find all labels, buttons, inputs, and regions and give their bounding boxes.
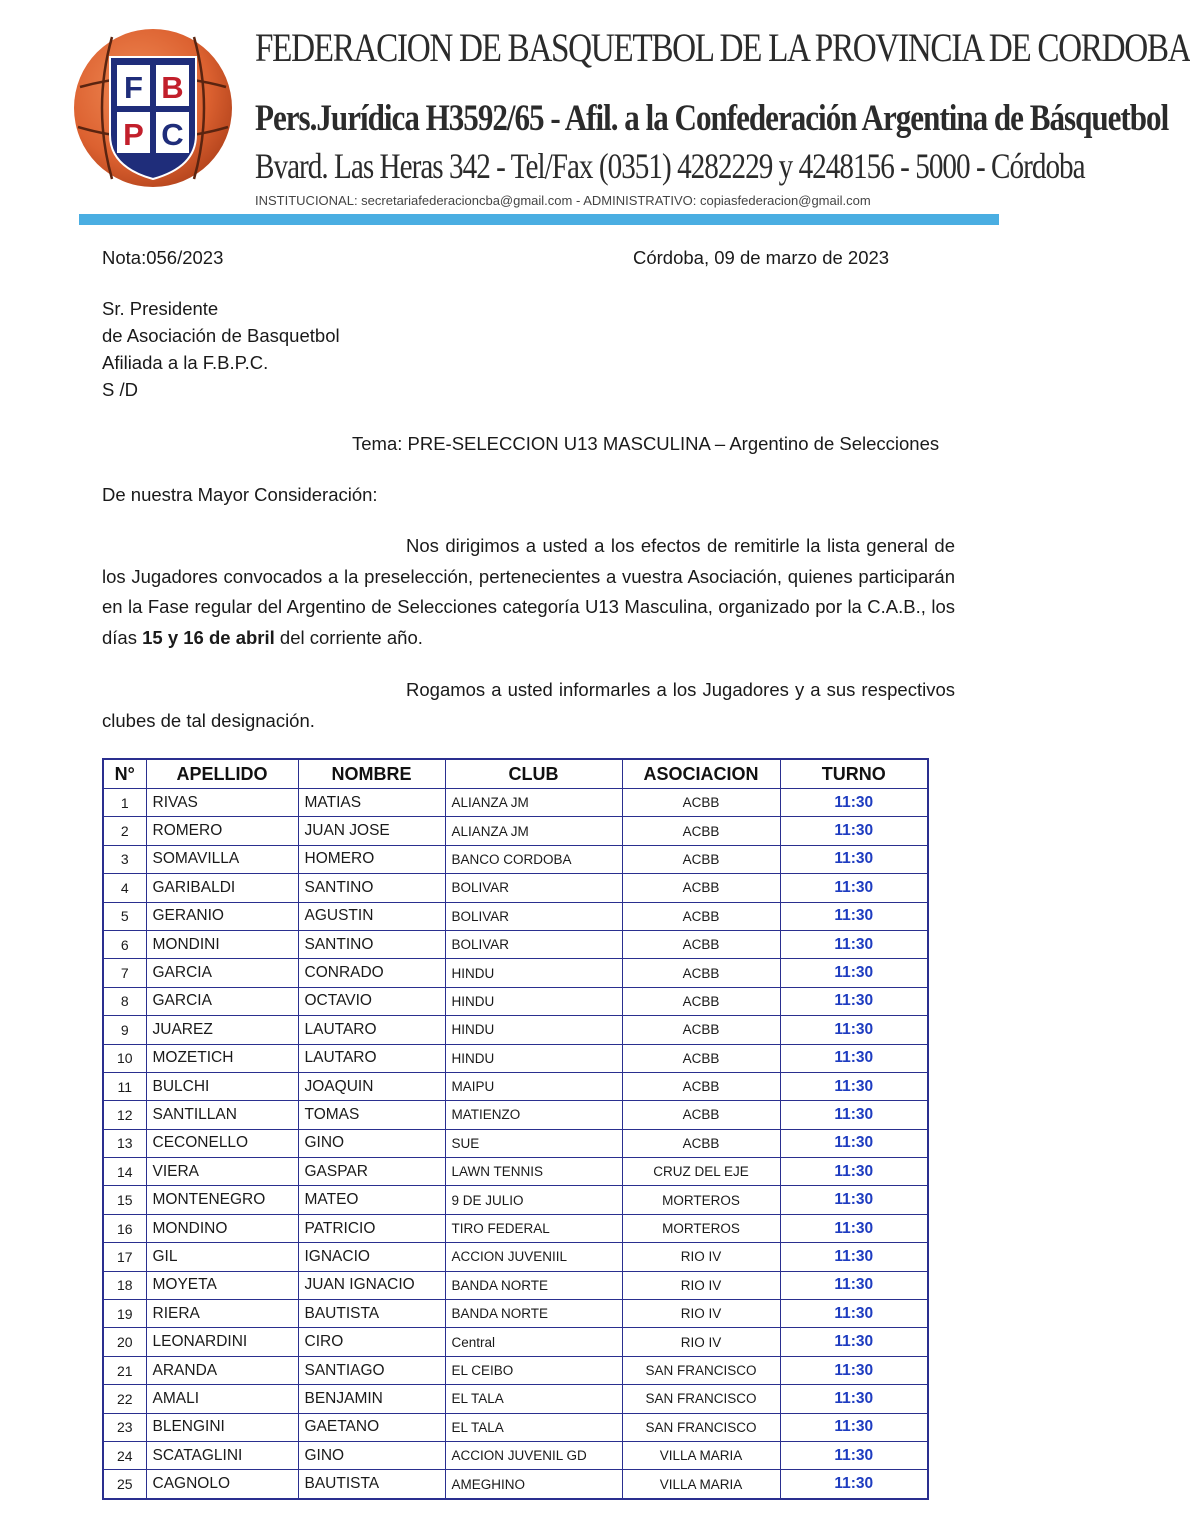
player-turno: 11:30 — [780, 1470, 928, 1499]
column-header-number: N° — [103, 759, 146, 789]
player-asociacion: ACBB — [622, 1129, 780, 1157]
player-turno: 11:30 — [780, 1300, 928, 1328]
player-apellido: RIVAS — [146, 789, 298, 817]
table-row — [103, 1129, 928, 1157]
player-asociacion: ACBB — [622, 817, 780, 845]
player-apellido: RIERA — [146, 1300, 298, 1328]
player-club: EL TALA — [445, 1413, 622, 1441]
player-turno: 11:30 — [780, 1101, 928, 1129]
player-nombre: JOAQUIN — [298, 1072, 445, 1100]
player-club: HINDU — [445, 959, 622, 987]
table-row — [103, 1413, 928, 1441]
player-apellido: GIL — [146, 1243, 298, 1271]
player-turno: 11:30 — [780, 1072, 928, 1100]
player-apellido: SCATAGLINI — [146, 1441, 298, 1469]
federation-name: FEDERACION DE BASQUETBOL DE LA PROVINCIA DE CORDOBA — [255, 25, 1190, 70]
player-nombre: GASPAR — [298, 1158, 445, 1186]
table-row — [103, 1271, 928, 1299]
table-row — [103, 1101, 928, 1129]
player-nombre: BAUTISTA — [298, 1300, 445, 1328]
player-number: 22 — [103, 1385, 146, 1413]
table-row — [103, 1328, 928, 1356]
player-asociacion: ACBB — [622, 1044, 780, 1072]
player-apellido: GARCIA — [146, 959, 298, 987]
note-number: Nota:056/2023 — [102, 247, 224, 268]
player-asociacion: ACBB — [622, 789, 780, 817]
player-number: 9 — [103, 1016, 146, 1044]
player-number: 4 — [103, 874, 146, 902]
legal-registration: Pers.Jurídica H3592/65 - Afil. a la Confederación Argentina de Básquetbol — [255, 98, 1169, 139]
player-turno: 11:30 — [780, 817, 928, 845]
logo-letter-b: B — [161, 70, 184, 105]
address-phone: Bvard. Las Heras 342 - Tel/Fax (0351) 4282229 y 4248156 - 5000 - Córdoba — [255, 146, 1085, 186]
player-club: Central — [445, 1328, 622, 1356]
player-club: EL TALA — [445, 1385, 622, 1413]
player-apellido: BLENGINI — [146, 1413, 298, 1441]
player-asociacion: ACBB — [622, 845, 780, 873]
player-club: AMEGHINO — [445, 1470, 622, 1499]
player-apellido: MOYETA — [146, 1271, 298, 1299]
player-apellido: GERANIO — [146, 902, 298, 930]
letter-date: Córdoba, 09 de marzo de 2023 — [633, 247, 890, 268]
player-number: 25 — [103, 1470, 146, 1499]
table-row — [103, 874, 928, 902]
player-club: TIRO FEDERAL — [445, 1214, 622, 1242]
player-asociacion: VILLA MARIA — [622, 1441, 780, 1469]
player-apellido: SOMAVILLA — [146, 845, 298, 873]
player-apellido: MONDINI — [146, 930, 298, 958]
player-apellido: AMALI — [146, 1385, 298, 1413]
player-nombre: SANTINO — [298, 930, 445, 958]
player-asociacion: ACBB — [622, 1016, 780, 1044]
player-turno: 11:30 — [780, 1385, 928, 1413]
player-number: 21 — [103, 1356, 146, 1384]
player-number: 10 — [103, 1044, 146, 1072]
table-row — [103, 930, 928, 958]
player-number: 5 — [103, 902, 146, 930]
player-club: BOLIVAR — [445, 930, 622, 958]
player-nombre: LAUTARO — [298, 1016, 445, 1044]
player-asociacion: ACBB — [622, 987, 780, 1015]
player-turno: 11:30 — [780, 789, 928, 817]
player-number: 2 — [103, 817, 146, 845]
player-club: LAWN TENNIS — [445, 1158, 622, 1186]
table-row — [103, 1044, 928, 1072]
player-turno: 11:30 — [780, 1441, 928, 1469]
player-club: HINDU — [445, 1044, 622, 1072]
player-turno: 11:30 — [780, 930, 928, 958]
table-row — [103, 789, 928, 817]
player-club: BOLIVAR — [445, 874, 622, 902]
player-asociacion: ACBB — [622, 930, 780, 958]
player-turno: 11:30 — [780, 1271, 928, 1299]
column-header-nombre: NOMBRE — [298, 759, 445, 789]
player-nombre: SANTINO — [298, 874, 445, 902]
player-asociacion: CRUZ DEL EJE — [622, 1158, 780, 1186]
player-nombre: LAUTARO — [298, 1044, 445, 1072]
player-number: 3 — [103, 845, 146, 873]
recipient-line-3: Afiliada a la F.B.P.C. — [102, 352, 269, 373]
player-apellido: MONDINO — [146, 1214, 298, 1242]
player-number: 14 — [103, 1158, 146, 1186]
body-paragraph-2 — [102, 675, 955, 736]
player-number: 19 — [103, 1300, 146, 1328]
player-club: ALIANZA JM — [445, 817, 622, 845]
player-apellido: CECONELLO — [146, 1129, 298, 1157]
player-nombre: CONRADO — [298, 959, 445, 987]
player-apellido: SANTILLAN — [146, 1101, 298, 1129]
player-asociacion: RIO IV — [622, 1300, 780, 1328]
player-number: 16 — [103, 1214, 146, 1242]
player-turno: 11:30 — [780, 1243, 928, 1271]
player-club: HINDU — [445, 987, 622, 1015]
contact-emails: INSTITUCIONAL: secretariafederacioncba@gmail.com - ADMINISTRATIVO: copiasfederacion@gmail.com — [255, 193, 871, 208]
table-row — [103, 1214, 928, 1242]
player-asociacion: ACBB — [622, 1101, 780, 1129]
player-asociacion: ACBB — [622, 874, 780, 902]
player-nombre: JUAN JOSE — [298, 817, 445, 845]
player-club: ALIANZA JM — [445, 789, 622, 817]
table-row — [103, 1356, 928, 1384]
player-apellido: BULCHI — [146, 1072, 298, 1100]
player-club: 9 DE JULIO — [445, 1186, 622, 1214]
player-club: MATIENZO — [445, 1101, 622, 1129]
player-nombre: GINO — [298, 1129, 445, 1157]
player-asociacion: SAN FRANCISCO — [622, 1356, 780, 1384]
recipient-line-1: Sr. Presidente — [102, 298, 219, 319]
player-apellido: ARANDA — [146, 1356, 298, 1384]
player-turno: 11:30 — [780, 1186, 928, 1214]
player-number: 6 — [103, 930, 146, 958]
player-turno: 11:30 — [780, 987, 928, 1015]
paragraph-1-text: Nos dirigimos a usted a los efectos de remitirle la lista general de los Jugadores convocados a la preselección, pertenecientes a vuestra Asociación, quienes participarán en la Fase regular del Argentino de Selecciones categoría U13 Masculina, organizado por la C.A.B., los días — [102, 535, 955, 648]
player-apellido: ROMERO — [146, 817, 298, 845]
player-turno: 11:30 — [780, 1044, 928, 1072]
player-asociacion: RIO IV — [622, 1328, 780, 1356]
player-club: ACCION JUVENIIL — [445, 1243, 622, 1271]
player-club: MAIPU — [445, 1072, 622, 1100]
recipient-line-2: de Asociación de Basquetbol — [102, 325, 340, 346]
logo-letter-f: F — [124, 70, 143, 105]
table-row — [103, 1016, 928, 1044]
column-header-turno: TURNO — [780, 759, 928, 789]
body-paragraph-1 — [102, 531, 955, 653]
player-number: 18 — [103, 1271, 146, 1299]
paragraph-1-end: del corriente año. — [274, 626, 423, 648]
player-apellido: JUAREZ — [146, 1016, 298, 1044]
player-number: 11 — [103, 1072, 146, 1100]
player-nombre: GINO — [298, 1441, 445, 1469]
player-nombre: OCTAVIO — [298, 987, 445, 1015]
players-table-body — [103, 789, 928, 1499]
player-nombre: SANTIAGO — [298, 1356, 445, 1384]
player-club: BOLIVAR — [445, 902, 622, 930]
logo-letter-p: P — [123, 117, 144, 152]
player-club: BANCO CORDOBA — [445, 845, 622, 873]
table-row — [103, 902, 928, 930]
player-nombre: JUAN IGNACIO — [298, 1271, 445, 1299]
column-header-apellido: APELLIDO — [146, 759, 298, 789]
player-turno: 11:30 — [780, 902, 928, 930]
player-number: 1 — [103, 789, 146, 817]
player-asociacion: RIO IV — [622, 1243, 780, 1271]
player-apellido: MOZETICH — [146, 1044, 298, 1072]
player-number: 8 — [103, 987, 146, 1015]
player-number: 13 — [103, 1129, 146, 1157]
player-turno: 11:30 — [780, 1214, 928, 1242]
player-apellido: VIERA — [146, 1158, 298, 1186]
table-row — [103, 1385, 928, 1413]
player-asociacion: ACBB — [622, 959, 780, 987]
player-apellido: GARCIA — [146, 987, 298, 1015]
tournament-dates: 15 y 16 de abril — [142, 626, 275, 648]
player-turno: 11:30 — [780, 1356, 928, 1384]
fbpc-logo — [72, 27, 234, 189]
column-header-asociacion: ASOCIACION — [622, 759, 780, 789]
player-number: 12 — [103, 1101, 146, 1129]
player-number: 15 — [103, 1186, 146, 1214]
table-row — [103, 817, 928, 845]
player-club: HINDU — [445, 1016, 622, 1044]
player-nombre: IGNACIO — [298, 1243, 445, 1271]
player-club: ACCION JUVENIL GD — [445, 1441, 622, 1469]
recipient-line-4: S /D — [102, 379, 138, 400]
player-apellido: MONTENEGRO — [146, 1186, 298, 1214]
letter-subject: Tema: PRE-SELECCION U13 MASCULINA – Argentino de Selecciones — [352, 433, 940, 454]
table-row — [103, 959, 928, 987]
player-nombre: CIRO — [298, 1328, 445, 1356]
player-number: 7 — [103, 959, 146, 987]
paragraph-2-text: Rogamos a usted informarles a los Jugadores y a sus respectivos clubes de tal designación. — [102, 679, 955, 731]
player-nombre: BENJAMIN — [298, 1385, 445, 1413]
table-row — [103, 1470, 928, 1499]
player-club: EL CEIBO — [445, 1356, 622, 1384]
player-club: SUE — [445, 1129, 622, 1157]
table-row — [103, 987, 928, 1015]
table-row — [103, 1300, 928, 1328]
player-nombre: BAUTISTA — [298, 1470, 445, 1499]
player-turno: 11:30 — [780, 845, 928, 873]
player-asociacion: ACBB — [622, 902, 780, 930]
player-nombre: AGUSTIN — [298, 902, 445, 930]
player-apellido: CAGNOLO — [146, 1470, 298, 1499]
player-asociacion: SAN FRANCISCO — [622, 1413, 780, 1441]
player-nombre: MATEO — [298, 1186, 445, 1214]
player-nombre: PATRICIO — [298, 1214, 445, 1242]
player-nombre: TOMAS — [298, 1101, 445, 1129]
players-table — [102, 758, 929, 1500]
player-turno: 11:30 — [780, 1328, 928, 1356]
player-asociacion: RIO IV — [622, 1271, 780, 1299]
player-asociacion: SAN FRANCISCO — [622, 1385, 780, 1413]
table-row — [103, 1072, 928, 1100]
player-nombre: MATIAS — [298, 789, 445, 817]
player-turno: 11:30 — [780, 1129, 928, 1157]
player-nombre: HOMERO — [298, 845, 445, 873]
column-header-club: CLUB — [445, 759, 622, 789]
player-number: 20 — [103, 1328, 146, 1356]
player-asociacion: ACBB — [622, 1072, 780, 1100]
table-row — [103, 1441, 928, 1469]
player-asociacion: MORTEROS — [622, 1186, 780, 1214]
player-number: 17 — [103, 1243, 146, 1271]
player-apellido: GARIBALDI — [146, 874, 298, 902]
logo-letter-c: C — [161, 117, 184, 152]
player-asociacion: VILLA MARIA — [622, 1470, 780, 1499]
player-club: BANDA NORTE — [445, 1300, 622, 1328]
table-row — [103, 1243, 928, 1271]
player-turno: 11:30 — [780, 1016, 928, 1044]
table-row — [103, 845, 928, 873]
player-turno: 11:30 — [780, 959, 928, 987]
player-number: 23 — [103, 1413, 146, 1441]
player-apellido: LEONARDINI — [146, 1328, 298, 1356]
player-asociacion: MORTEROS — [622, 1214, 780, 1242]
player-turno: 11:30 — [780, 874, 928, 902]
player-turno: 11:30 — [780, 1413, 928, 1441]
player-club: BANDA NORTE — [445, 1271, 622, 1299]
player-number: 24 — [103, 1441, 146, 1469]
player-turno: 11:30 — [780, 1158, 928, 1186]
table-header-row — [103, 759, 928, 789]
header-divider — [79, 214, 999, 225]
letter-greeting: De nuestra Mayor Consideración: — [102, 484, 378, 505]
table-row — [103, 1186, 928, 1214]
table-row — [103, 1158, 928, 1186]
player-nombre: GAETANO — [298, 1413, 445, 1441]
